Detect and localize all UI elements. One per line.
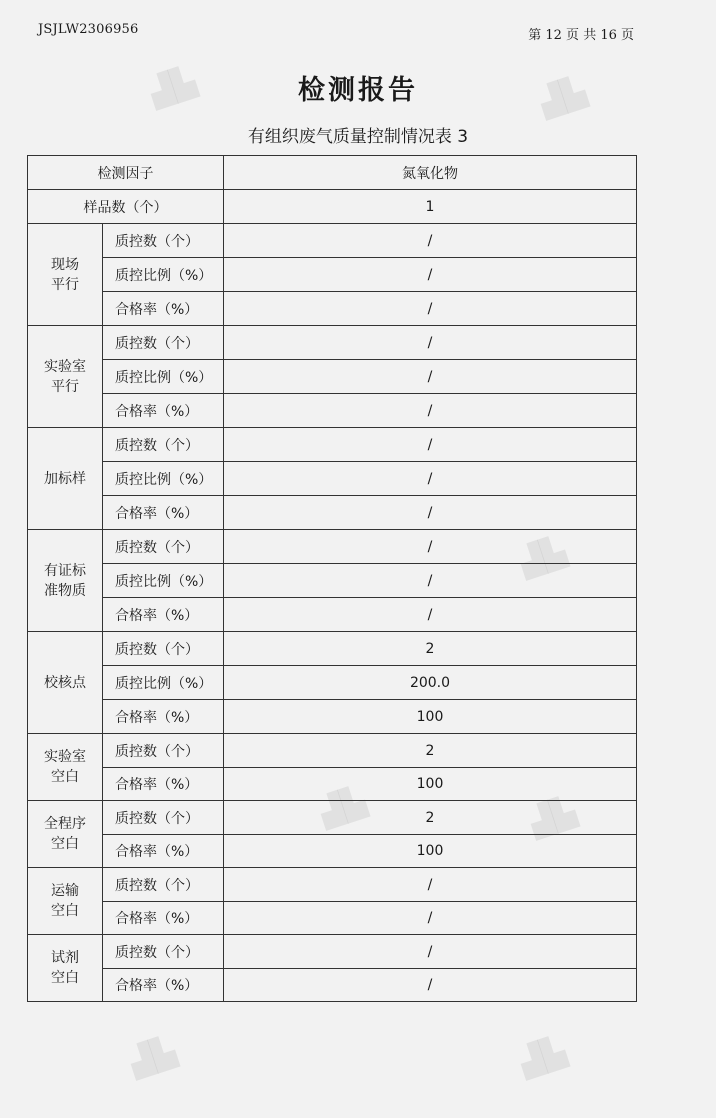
report-title: 检测报告 xyxy=(298,75,418,106)
metric-label: 质控比例（%） xyxy=(103,360,224,394)
table-row xyxy=(28,801,637,835)
metric-value: 2 xyxy=(224,632,637,666)
factor-label: 检测因子 xyxy=(28,156,224,190)
group-label: 有证标 准物质 xyxy=(28,530,103,632)
table-row xyxy=(28,598,637,632)
metric-value: / xyxy=(224,428,637,462)
metric-label: 合格率（%） xyxy=(103,835,224,868)
table-row xyxy=(28,969,637,1002)
metric-value: / xyxy=(224,258,637,292)
watermark-logo: ▟▙ xyxy=(515,1033,571,1082)
metric-value: / xyxy=(224,326,637,360)
table-row xyxy=(28,360,637,394)
metric-value: / xyxy=(224,902,637,935)
table-row xyxy=(28,935,637,969)
table-row xyxy=(28,564,637,598)
sample-row xyxy=(28,190,637,224)
metric-label: 质控数（个） xyxy=(103,935,224,969)
factor-value: 氮氧化物 xyxy=(224,156,637,190)
metric-label: 质控数（个） xyxy=(103,734,224,768)
group-label: 现场 平行 xyxy=(28,224,103,326)
table-row xyxy=(28,868,637,902)
metric-label: 质控数（个） xyxy=(103,224,224,258)
table-row xyxy=(28,462,637,496)
metric-value: 2 xyxy=(224,734,637,768)
metric-value: / xyxy=(224,462,637,496)
metric-value: / xyxy=(224,868,637,902)
metric-value: / xyxy=(224,935,637,969)
metric-label: 质控数（个） xyxy=(103,801,224,835)
metric-value: / xyxy=(224,224,637,258)
watermark-logo: ▟▙ xyxy=(535,73,591,122)
metric-label: 质控比例（%） xyxy=(103,258,224,292)
metric-value: / xyxy=(224,496,637,530)
table-row xyxy=(28,768,637,801)
metric-label: 合格率（%） xyxy=(103,700,224,734)
table-row xyxy=(28,326,637,360)
metric-value: / xyxy=(224,564,637,598)
factor-row xyxy=(28,156,637,190)
group-label: 实验室 平行 xyxy=(28,326,103,428)
metric-label: 质控比例（%） xyxy=(103,564,224,598)
page-indicator: 第 12 页 共 16 页 xyxy=(528,28,634,43)
table-row xyxy=(28,258,637,292)
metric-label: 质控数（个） xyxy=(103,428,224,462)
metric-value: 100 xyxy=(224,835,637,868)
metric-value: 200.0 xyxy=(224,666,637,700)
table-row xyxy=(28,428,637,462)
metric-label: 质控比例（%） xyxy=(103,666,224,700)
metric-label: 合格率（%） xyxy=(103,496,224,530)
group-label: 加标样 xyxy=(28,428,103,530)
metric-label: 合格率（%） xyxy=(103,394,224,428)
metric-label: 合格率（%） xyxy=(103,902,224,935)
metric-value: / xyxy=(224,969,637,1002)
metric-value: 100 xyxy=(224,700,637,734)
metric-label: 合格率（%） xyxy=(103,768,224,801)
metric-value: 100 xyxy=(224,768,637,801)
table-row xyxy=(28,666,637,700)
metric-label: 质控比例（%） xyxy=(103,462,224,496)
metric-value: / xyxy=(224,292,637,326)
metric-label: 合格率（%） xyxy=(103,292,224,326)
table-row xyxy=(28,734,637,768)
group-label: 校核点 xyxy=(28,632,103,734)
group-label: 试剂 空白 xyxy=(28,935,103,1002)
metric-value: / xyxy=(224,360,637,394)
metric-label: 质控数（个） xyxy=(103,632,224,666)
table-title: 有组织废气质量控制情况表 3 xyxy=(247,127,469,147)
metric-label: 合格率（%） xyxy=(103,598,224,632)
watermark-logo: ▟▙ xyxy=(315,783,371,832)
table-row xyxy=(28,700,637,734)
table-row xyxy=(28,496,637,530)
metric-label: 质控数（个） xyxy=(103,530,224,564)
table-row xyxy=(28,632,637,666)
group-label: 实验室 空白 xyxy=(28,734,103,801)
quality-control-table xyxy=(27,155,637,1002)
table-row xyxy=(28,224,637,258)
table-row xyxy=(28,835,637,868)
group-label: 全程序 空白 xyxy=(28,801,103,868)
group-label: 运输 空白 xyxy=(28,868,103,935)
metric-value: / xyxy=(224,530,637,564)
watermark-logo: ▟▙ xyxy=(515,533,571,582)
table-row xyxy=(28,394,637,428)
watermark-logo: ▟▙ xyxy=(145,63,201,112)
table-row xyxy=(28,292,637,326)
watermark-logo: ▟▙ xyxy=(125,1033,181,1082)
metric-label: 质控数（个） xyxy=(103,326,224,360)
table-row xyxy=(28,530,637,564)
metric-label: 合格率（%） xyxy=(103,969,224,1002)
sample-value: 1 xyxy=(224,190,637,224)
table-row xyxy=(28,902,637,935)
metric-value: 2 xyxy=(224,801,637,835)
metric-value: / xyxy=(224,394,637,428)
watermark-logo: ▟▙ xyxy=(525,793,581,842)
sample-label: 样品数（个） xyxy=(28,190,224,224)
metric-label: 质控数（个） xyxy=(103,868,224,902)
report-number: JSJLW2306956 xyxy=(38,22,139,37)
metric-value: / xyxy=(224,598,637,632)
